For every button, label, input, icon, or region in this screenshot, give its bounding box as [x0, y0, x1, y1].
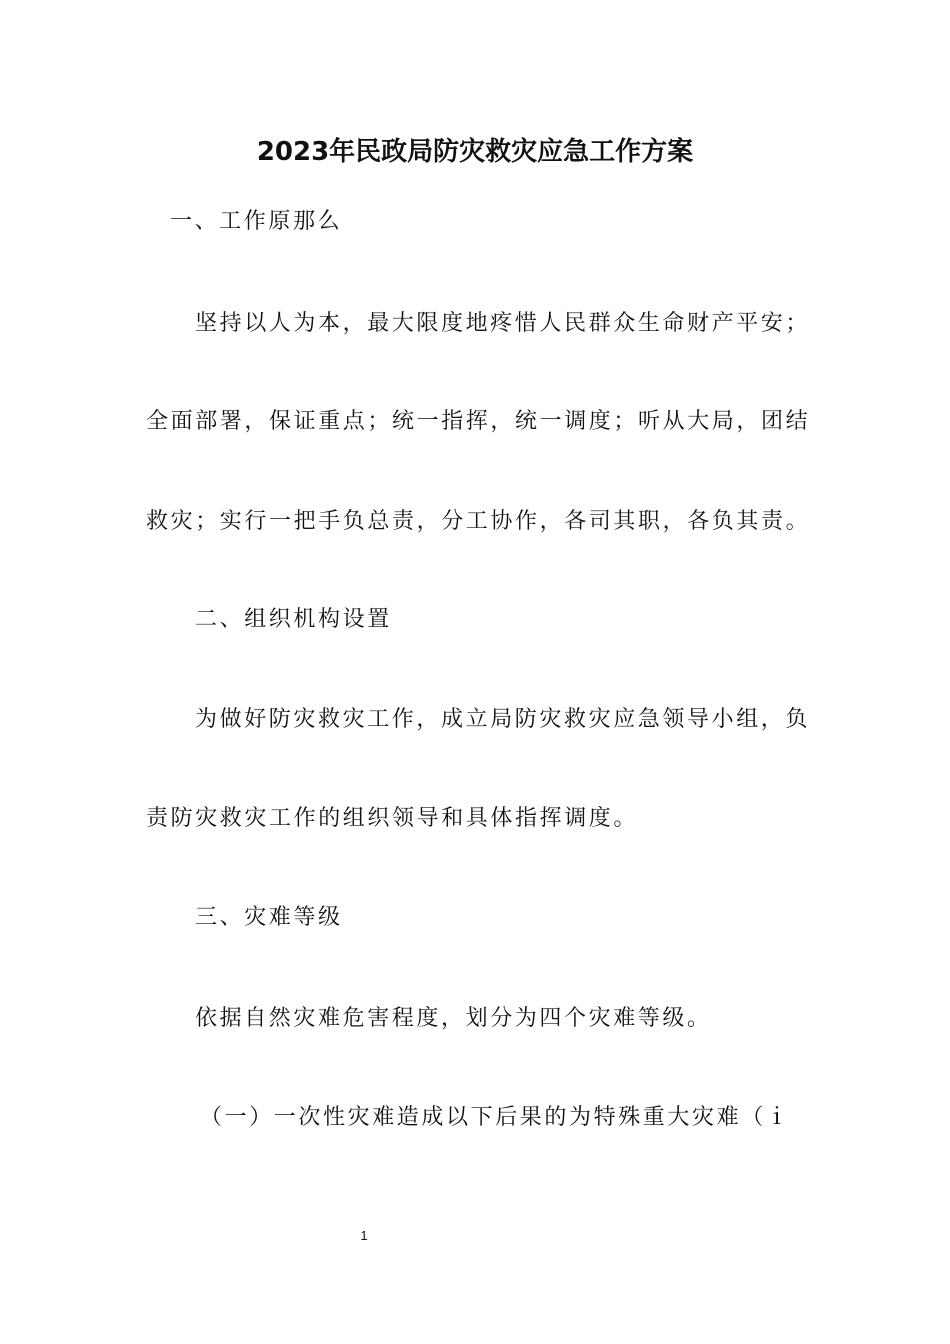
paragraph-line: 为做好防灾救灾工作，成立局防灾救灾应急领导小组，负 — [195, 707, 811, 732]
document-title: 2023年民政局防灾救灾应急工作方案 — [256, 137, 694, 167]
paragraph-line: 救灾；实行一把手负总责，分工协作，各司其职，各负其责。 — [146, 509, 811, 534]
page-number: 1 — [360, 1228, 368, 1243]
section-heading-1: 一、工作原那么 — [170, 209, 343, 234]
paragraph-line: 依据自然灾难危害程度，划分为四个灾难等级。 — [195, 1006, 712, 1031]
section-heading-2: 二、组织机构设置 — [195, 607, 392, 632]
paragraph-line: 坚持以人为本，最大限度地疼惜人民群众生命财产平安； — [195, 311, 811, 336]
section-heading-3: 三、灾难等级 — [195, 905, 343, 930]
paragraph-line: 责防灾救灾工作的组织领导和具体指挥调度。 — [146, 806, 639, 831]
paragraph-line: （一）一次性灾难造成以下后果的为特殊重大灾难（ｉ — [200, 1105, 791, 1130]
paragraph-line: 全面部署，保证重点；统一指挥，统一调度；听从大局，团结 — [146, 409, 811, 434]
